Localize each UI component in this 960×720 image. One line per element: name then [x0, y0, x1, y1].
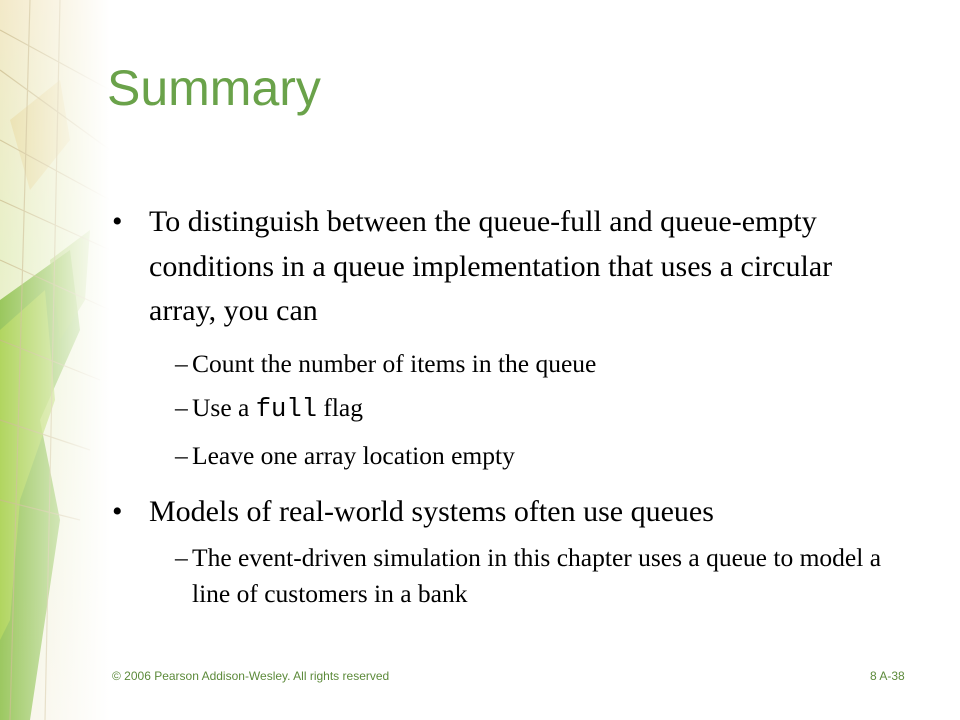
slide-title: Summary — [107, 60, 321, 116]
sub-item-text: The event-driven simulation in this chapter uses a queue to model a line of customers in a bank — [192, 543, 882, 608]
sub-item-text — [192, 390, 902, 428]
sub-item — [175, 346, 902, 382]
decorative-background-art — [0, 0, 110, 720]
sub-item-text-post: flag — [316, 392, 363, 422]
sub-item-text: Leave one array location empty — [192, 440, 515, 470]
bullet-item — [112, 200, 902, 334]
footer-slide-number: 8 A-38 — [870, 669, 905, 683]
sub-item-dash: – — [175, 348, 188, 378]
bullet-item — [112, 490, 902, 535]
bullet-text: Models of real-world systems often use queues — [149, 494, 714, 528]
sub-item-dash: – — [175, 543, 188, 572]
sub-item-dash: – — [175, 392, 188, 422]
code-keyword: full — [255, 394, 317, 424]
sub-item — [175, 438, 902, 474]
bullet-marker: • — [112, 205, 123, 238]
sub-item-dash: – — [175, 440, 188, 470]
sub-item-text: Count the number of items in the queue — [192, 348, 597, 378]
footer-copyright: © 2006 Pearson Addison-Wesley. All rights reserved — [112, 669, 390, 683]
sub-item-text-pre: Use a — [192, 392, 256, 422]
sub-item — [175, 540, 902, 612]
bullet-marker: • — [112, 494, 123, 528]
bullet-text: To distinguish between the queue-full and queue-empty conditions in a queue implementation that uses a circular array, you can — [149, 205, 833, 327]
slide-content — [112, 200, 902, 612]
sub-item — [175, 390, 902, 428]
